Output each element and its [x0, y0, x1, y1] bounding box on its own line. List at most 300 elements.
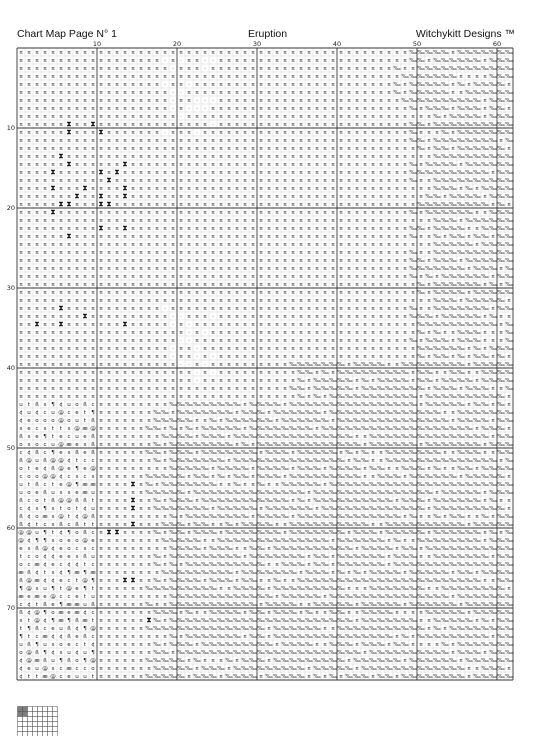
stitch-symbol: ‰ [481, 354, 489, 360]
stitch-symbol: ‰ [393, 522, 401, 528]
stitch-symbol: s [84, 546, 87, 552]
stitch-symbol: ‰ [457, 538, 465, 544]
stitch-symbol: ‰ [449, 114, 457, 120]
stitch-symbol: ‰ [369, 418, 377, 424]
stitch-symbol: ¤ [323, 122, 327, 128]
stitch-symbol: ¤ [467, 266, 471, 272]
stitch-symbol: æ [74, 610, 80, 616]
stitch-symbol: ¤ [307, 114, 311, 120]
stitch-symbol: ‰ [489, 178, 497, 184]
stitch-symbol: ‰ [265, 506, 273, 512]
stitch-symbol: ‰ [457, 274, 465, 280]
stitch-symbol: ‰ [249, 578, 257, 584]
stitch-symbol: ¤ [131, 74, 135, 80]
stitch-symbol: @ [74, 426, 80, 432]
stitch-symbol: ¤ [355, 338, 359, 344]
stitch-symbol: ¤ [99, 106, 103, 112]
stitch-symbol: ¤ [91, 186, 95, 192]
stitch-symbol: ¤ [131, 210, 135, 216]
stitch-symbol: ¤ [355, 170, 359, 176]
stitch-symbol: ‰ [329, 658, 337, 664]
stitch-symbol: ¤ [155, 266, 159, 272]
stitch-symbol: ‰ [329, 402, 337, 408]
stitch-symbol: ¤ [387, 354, 391, 360]
stitch-symbol: ‰ [409, 162, 417, 168]
stitch-symbol: æ [82, 490, 88, 496]
stitch-symbol: ¤ [51, 106, 55, 112]
stitch-symbol: ‰ [377, 418, 385, 424]
stitch-symbol: ¤ [395, 322, 399, 328]
stitch-symbol: ¤ [107, 242, 111, 248]
stitch-symbol: ‰ [313, 514, 321, 520]
stitch-symbol: ‰ [353, 410, 361, 416]
stitch-symbol: ‰ [393, 602, 401, 608]
stitch-symbol: ‰ [409, 50, 417, 56]
stitch-symbol: ¤ [379, 314, 383, 320]
stitch-symbol: ¤ [307, 154, 311, 160]
stitch-symbol: ¤ [43, 186, 47, 192]
stitch-symbol: ‰ [313, 362, 321, 368]
stitch-symbol: ¤ [451, 50, 455, 56]
stitch-symbol: ‰ [401, 442, 409, 448]
stitch-symbol: ¤ [507, 298, 511, 304]
stitch-symbol: ¤ [75, 386, 79, 392]
stitch-symbol: ‰ [505, 674, 513, 680]
stitch-symbol: ¤ [123, 426, 127, 432]
stitch-symbol: ¤ [507, 202, 511, 208]
stitch-symbol: ¤ [347, 290, 351, 296]
stitch-symbol: ‰ [505, 98, 513, 104]
stitch-symbol: ¤ [235, 354, 239, 360]
stitch-symbol: ¤ [435, 378, 439, 384]
stitch-symbol: ‰ [473, 474, 481, 480]
stitch-symbol: ¤ [395, 50, 399, 56]
stitch-symbol: ¤ [347, 98, 351, 104]
stitch-symbol: ‰ [457, 546, 465, 552]
stitch-symbol: ¤ [483, 58, 487, 64]
stitch-symbol: ‰ [465, 258, 473, 264]
stitch-symbol: ¤ [99, 394, 103, 400]
stitch-symbol: ¤ [427, 506, 431, 512]
stitch-symbol: ¤ [315, 370, 319, 376]
stitch-symbol: ¤ [379, 210, 383, 216]
stitch-symbol: ¤ [91, 146, 95, 152]
stitch-symbol: ¤ [259, 106, 263, 112]
stitch-symbol: ‰ [177, 570, 185, 576]
stitch-symbol: ¤ [235, 202, 239, 208]
stitch-symbol: ¤ [203, 74, 207, 80]
stitch-symbol: ¤ [99, 282, 103, 288]
stitch-symbol: ‰ [425, 434, 433, 440]
stitch-symbol: ‰ [449, 586, 457, 592]
stitch-symbol: ‰ [481, 122, 489, 128]
stitch-symbol: ¤ [387, 82, 391, 88]
stitch-symbol: ¤ [403, 330, 407, 336]
stitch-symbol: ¤ [139, 298, 143, 304]
stitch-symbol: ¤ [139, 266, 143, 272]
stitch-symbol: ‰ [353, 634, 361, 640]
stitch-symbol: ‰ [185, 626, 193, 632]
stitch-symbol: ‰ [305, 650, 313, 656]
stitch-symbol: ‰ [417, 282, 425, 288]
stitch-symbol: ‰ [337, 402, 345, 408]
stitch-symbol: ‰ [425, 562, 433, 568]
stitch-symbol: ¤ [435, 586, 439, 592]
stitch-symbol: ‰ [481, 362, 489, 368]
stitch-symbol: ‰ [433, 482, 441, 488]
stitch-symbol: ‰ [449, 186, 457, 192]
stitch-symbol: ¤ [395, 250, 399, 256]
stitch-symbol: e [59, 434, 63, 440]
stitch-symbol: ‰ [385, 650, 393, 656]
stitch-symbol: ¤ [195, 138, 199, 144]
stitch-symbol: ¤ [355, 346, 359, 352]
stitch-symbol: ‰ [489, 362, 497, 368]
stitch-symbol: ‰ [457, 194, 465, 200]
stitch-symbol: ¤ [115, 242, 119, 248]
stitch-symbol: s [84, 442, 87, 448]
stitch-symbol: ¤ [387, 258, 391, 264]
stitch-symbol: ¤ [115, 194, 119, 200]
stitch-symbol: ¤ [19, 122, 23, 128]
stitch-symbol: ¤ [139, 442, 143, 448]
stitch-symbol: s [52, 666, 55, 672]
stitch-symbol: ‰ [497, 426, 505, 432]
stitch-symbol: ¤ [331, 298, 335, 304]
stitch-symbol: ‰ [361, 490, 369, 496]
stitch-symbol: ¤ [387, 90, 391, 96]
stitch-symbol: o [59, 642, 63, 648]
stitch-symbol: t [92, 586, 95, 592]
stitch-symbol: t [20, 626, 23, 632]
stitch-symbol: ¤ [163, 530, 167, 536]
stitch-symbol: ¤ [59, 282, 63, 288]
stitch-symbol: ¤ [187, 162, 191, 168]
stitch-symbol: ¤ [43, 258, 47, 264]
stitch-symbol: ß [67, 634, 71, 640]
stitch-symbol: ¤ [107, 66, 111, 72]
stitch-symbol: ‰ [465, 122, 473, 128]
stitch-symbol: o [75, 402, 79, 408]
stitch-symbol: ¤ [363, 50, 367, 56]
stitch-symbol: ¤ [155, 570, 159, 576]
stitch-symbol: ‰ [377, 386, 385, 392]
stitch-symbol: ‰ [329, 434, 337, 440]
stitch-symbol: ‰ [457, 570, 465, 576]
stitch-symbol: ¤ [147, 50, 151, 56]
stitch-symbol: ‰ [249, 554, 257, 560]
stitch-symbol: ‰ [401, 458, 409, 464]
stitch-symbol: ¤ [179, 154, 183, 160]
stitch-symbol: ¢ [51, 634, 55, 640]
stitch-symbol: ¤ [331, 314, 335, 320]
stitch-symbol: ¤ [139, 450, 143, 456]
stitch-symbol: ¤ [219, 130, 223, 136]
stitch-symbol: ¤ [163, 322, 167, 328]
stitch-symbol: ¤ [259, 394, 263, 400]
stitch-symbol: c [83, 458, 86, 464]
stitch-symbol: ¤ [155, 114, 159, 120]
stitch-symbol: t [84, 522, 87, 528]
stitch-symbol: ‰ [145, 658, 153, 664]
stitch-symbol: ¤ [67, 66, 71, 72]
stitch-symbol: ‰ [241, 450, 249, 456]
stitch-symbol: ‰ [505, 602, 513, 608]
stitch-symbol: ‰ [465, 594, 473, 600]
stitch-symbol: ¤ [307, 106, 311, 112]
stitch-symbol: ¤ [139, 514, 143, 520]
stitch-symbol: ‰ [497, 258, 505, 264]
stitch-symbol: ‰ [481, 82, 489, 88]
stitch-symbol: ‰ [481, 394, 489, 400]
stitch-symbol: ¤ [331, 106, 335, 112]
stitch-symbol: · [172, 98, 174, 104]
stitch-symbol: ¤ [67, 58, 71, 64]
stitch-symbol: ‰ [201, 562, 209, 568]
stitch-symbol: ‰ [441, 282, 449, 288]
stitch-symbol: ‰ [297, 410, 305, 416]
stitch-symbol: ‰ [345, 482, 353, 488]
stitch-symbol: ¤ [91, 74, 95, 80]
stitch-symbol: ¤ [211, 306, 215, 312]
stitch-symbol: ¤ [259, 226, 263, 232]
stitch-symbol: ¶ [19, 586, 23, 592]
stitch-symbol: c [91, 458, 94, 464]
stitch-symbol: ¤ [483, 194, 487, 200]
stitch-symbol: ¤ [243, 202, 247, 208]
stitch-symbol: ¤ [115, 362, 119, 368]
stitch-symbol: ¤ [147, 154, 151, 160]
stitch-symbol: ¤ [219, 98, 223, 104]
stitch-symbol: ¤ [347, 330, 351, 336]
stitch-symbol: ¤ [19, 74, 23, 80]
stitch-symbol: ‰ [241, 594, 249, 600]
stitch-symbol: ¤ [427, 178, 431, 184]
stitch-symbol: ¤ [243, 130, 247, 136]
stitch-symbol: ‰ [345, 434, 353, 440]
stitch-symbol: ‰ [401, 634, 409, 640]
stitch-symbol: ¤ [203, 202, 207, 208]
stitch-symbol: ‰ [465, 602, 473, 608]
stitch-symbol: ¤ [299, 610, 303, 616]
stitch-symbol: ‰ [241, 474, 249, 480]
stitch-symbol: @ [42, 666, 48, 672]
stitch-symbol: ¤ [19, 170, 23, 176]
stitch-symbol: ‰ [497, 402, 505, 408]
stitch-symbol: ¤ [307, 394, 311, 400]
stitch-symbol: ‰ [489, 370, 497, 376]
stitch-symbol: ‰ [169, 602, 177, 608]
stitch-symbol: ¤ [171, 242, 175, 248]
stitch-symbol: ß [27, 642, 31, 648]
stitch-symbol: ¤ [403, 322, 407, 328]
stitch-symbol: ¤ [331, 130, 335, 136]
stitch-symbol: ¤ [155, 482, 159, 488]
stitch-symbol: ¤ [27, 162, 31, 168]
stitch-symbol: ‰ [297, 626, 305, 632]
stitch-symbol: ¤ [35, 346, 39, 352]
stitch-symbol: ‰ [273, 474, 281, 480]
stitch-symbol: ¤ [115, 138, 119, 144]
stitch-symbol: ‰ [225, 418, 233, 424]
stitch-symbol: ¶ [75, 466, 79, 472]
stitch-symbol: ¤ [403, 338, 407, 344]
stitch-symbol: ¤ [163, 66, 167, 72]
stitch-symbol: ¤ [363, 122, 367, 128]
stitch-symbol: ¤ [171, 306, 175, 312]
stitch-symbol: ¤ [139, 642, 143, 648]
stitch-symbol: ¤ [147, 594, 151, 600]
stitch-symbol: ‰ [241, 674, 249, 680]
stitch-symbol: ¤ [227, 370, 231, 376]
stitch-symbol: ¤ [323, 482, 327, 488]
stitch-symbol: ‰ [393, 66, 401, 72]
stitch-symbol: ¤ [75, 130, 79, 136]
stitch-symbol: ¤ [155, 602, 159, 608]
stitch-symbol: ‰ [297, 642, 305, 648]
stitch-symbol: ¤ [419, 106, 423, 112]
stitch-symbol: ‰ [409, 442, 417, 448]
stitch-symbol: ¤ [139, 290, 143, 296]
stitch-symbol: ¤ [379, 242, 383, 248]
stitch-symbol: ¤ [195, 170, 199, 176]
stitch-symbol: ‰ [177, 490, 185, 496]
stitch-symbol: ¤ [115, 210, 119, 216]
stitch-symbol: ¤ [307, 490, 311, 496]
stitch-symbol: ¤ [331, 554, 335, 560]
stitch-symbol: ¤ [419, 618, 423, 624]
stitch-symbol: ¤ [387, 66, 391, 72]
stitch-symbol: ‰ [465, 418, 473, 424]
stitch-symbol: ¤ [51, 146, 55, 152]
stitch-symbol: ¤ [315, 250, 319, 256]
stitch-symbol: ¤ [275, 346, 279, 352]
stitch-symbol: ‰ [465, 138, 473, 144]
stitch-symbol: ‰ [185, 482, 193, 488]
stitch-symbol: ¤ [115, 338, 119, 344]
stitch-symbol: ‰ [465, 202, 473, 208]
stitch-symbol: ¤ [147, 386, 151, 392]
stitch-symbol: ¤ [171, 282, 175, 288]
stitch-symbol: ¤ [235, 250, 239, 256]
stitch-symbol: ‰ [393, 586, 401, 592]
stitch-symbol: ‰ [249, 618, 257, 624]
stitch-symbol: @ [26, 658, 32, 664]
stitch-symbol: ‰ [465, 338, 473, 344]
stitch-symbol: æ [58, 610, 64, 616]
stitch-symbol: ¤ [275, 146, 279, 152]
stitch-symbol: e [91, 538, 95, 544]
stitch-symbol: ¤ [195, 666, 199, 672]
stitch-symbol: ‰ [441, 306, 449, 312]
stitch-symbol: ‰ [441, 154, 449, 160]
stitch-symbol: ‰ [185, 570, 193, 576]
stitch-symbol: ‰ [433, 162, 441, 168]
stitch-symbol: ‰ [241, 578, 249, 584]
stitch-symbol: ¤ [347, 282, 351, 288]
stitch-symbol: ‰ [305, 642, 313, 648]
stitch-symbol: ¤ [123, 386, 127, 392]
stitch-symbol: ¤ [267, 346, 271, 352]
stitch-symbol: ‰ [409, 466, 417, 472]
stitch-symbol: ‰ [465, 130, 473, 136]
stitch-symbol: ‰ [441, 130, 449, 136]
stitch-symbol: ¤ [75, 370, 79, 376]
stitch-symbol: ⧗ [99, 168, 104, 176]
stitch-symbol: ¤ [307, 322, 311, 328]
stitch-symbol: ‰ [497, 122, 505, 128]
stitch-symbol: ‰ [465, 162, 473, 168]
stitch-symbol: ¤ [363, 234, 367, 240]
stitch-symbol: ⧗ [123, 160, 128, 168]
stitch-symbol: ‰ [425, 418, 433, 424]
stitch-symbol: ‰ [345, 546, 353, 552]
stitch-symbol: ‰ [185, 402, 193, 408]
stitch-symbol: ¤ [219, 122, 223, 128]
stitch-symbol: ¤ [347, 50, 351, 56]
stitch-symbol: ‰ [257, 594, 265, 600]
stitch-symbol: ¤ [251, 218, 255, 224]
stitch-symbol: ¤ [147, 74, 151, 80]
stitch-symbol: ¤ [171, 50, 175, 56]
stitch-symbol: ¤ [195, 194, 199, 200]
stitch-symbol: ¤ [155, 146, 159, 152]
stitch-symbol: ‰ [449, 98, 457, 104]
stitch-symbol: æ [42, 514, 48, 520]
stitch-symbol: ‰ [465, 450, 473, 456]
stitch-symbol: ‰ [441, 426, 449, 432]
stitch-symbol: ‰ [369, 498, 377, 504]
stitch-symbol: ¤ [379, 282, 383, 288]
stitch-symbol: ¤ [187, 210, 191, 216]
stitch-symbol: ¤ [139, 674, 143, 680]
stitch-symbol: ¤ [363, 338, 367, 344]
stitch-symbol: ‰ [393, 578, 401, 584]
stitch-symbol: ¤ [107, 218, 111, 224]
stitch-symbol: ¤ [155, 522, 159, 528]
stitch-symbol: ¤ [459, 474, 463, 480]
stitch-symbol: ¤ [371, 354, 375, 360]
stitch-symbol: · [204, 98, 206, 104]
stitch-symbol: ‰ [273, 626, 281, 632]
stitch-symbol: ¢ [19, 418, 23, 424]
stitch-symbol: ¤ [219, 226, 223, 232]
stitch-symbol: ‰ [145, 490, 153, 496]
stitch-symbol: ‰ [473, 266, 481, 272]
stitch-symbol: ¤ [307, 250, 311, 256]
stitch-symbol: ¤ [99, 210, 103, 216]
stitch-symbol: ¤ [107, 642, 111, 648]
stitch-symbol: æ [34, 658, 40, 664]
stitch-symbol: ¤ [427, 354, 431, 360]
stitch-symbol: ‰ [313, 378, 321, 384]
stitch-symbol: æ [90, 482, 96, 488]
stitch-symbol: ¤ [115, 490, 119, 496]
stitch-symbol: ¤ [67, 210, 71, 216]
stitch-symbol: ¤ [99, 634, 103, 640]
stitch-symbol: ¤ [275, 226, 279, 232]
stitch-symbol: ‰ [361, 378, 369, 384]
stitch-symbol: ¤ [107, 194, 111, 200]
stitch-symbol: ¤ [299, 178, 303, 184]
stitch-symbol: ¤ [363, 650, 367, 656]
stitch-symbol: ‰ [257, 618, 265, 624]
stitch-symbol: c [27, 562, 30, 568]
stitch-symbol: ‰ [449, 306, 457, 312]
stitch-symbol: ¤ [35, 290, 39, 296]
stitch-symbol: ¤ [275, 66, 279, 72]
stitch-symbol: ¤ [291, 250, 295, 256]
